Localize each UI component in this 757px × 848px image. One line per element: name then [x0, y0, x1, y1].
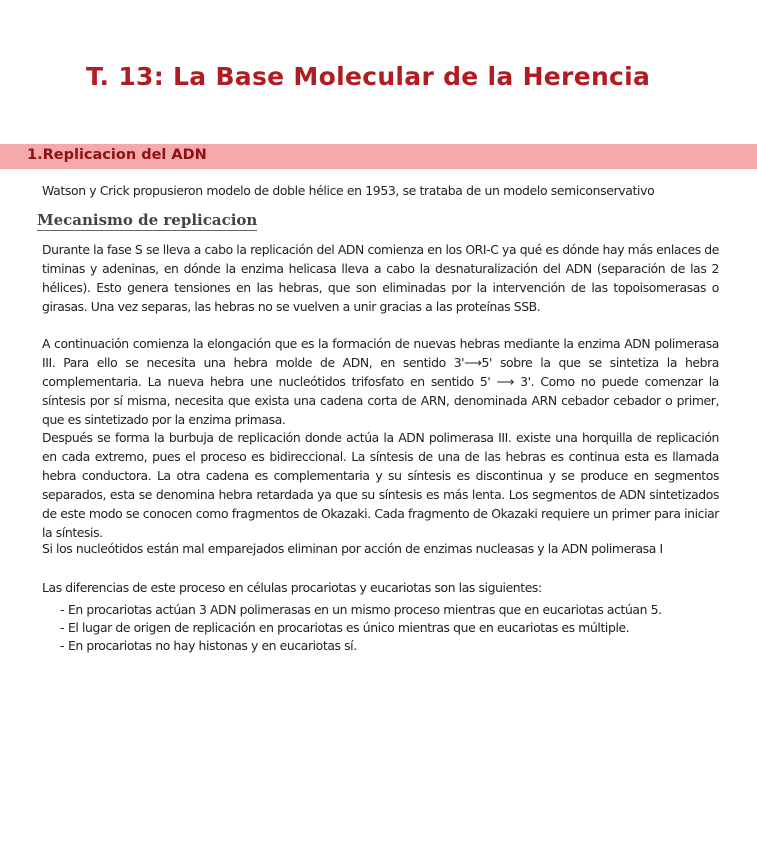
difference-text: En procariotas actúan 3 ADN polimerasas en un mismo proceso mientras que en eucariotas actúan 5. — [68, 602, 662, 617]
paragraph-diferencias-intro: Las diferencias de este proceso en células procariotas y eucariotas son las siguientes: — [42, 580, 542, 595]
intro-paragraph: Watson y Crick propusieron modelo de doble hélice en 1953, se trataba de un modelo semiconservativo — [42, 183, 655, 198]
paragraph-burbuja-replicacion: Después se forma la burbuja de replicación donde actúa la ADN polimerasa III. existe una horquilla de replicación en cada extremo, pues el proceso es bidireccional. La síntesis de una de las hebras es continua esta es llamada hebra conductora. La otra cadena es complementaria y su síntesis es discontinua y se produce en segmentos separados, esta se denomina hebra retardada ya que su síntesis es más lenta. Los segmentos de ADN sintetizados de este modo se conocen como fragmentos de Okazaki. Cada fragmento de Okazaki requiere un primer para iniciar la síntesis. — [42, 430, 719, 540]
section-heading: 1.Replicacion del ADN — [27, 147, 207, 163]
list-item — [60, 619, 662, 637]
page-title: T. 13: La Base Molecular de la Herencia — [86, 62, 651, 91]
paragraph-nucleotidos-mal-emparejados: Si los nucleótidos están mal emparejados eliminan por acción de enzimas nucleasas y la ADN polimerasa I — [42, 541, 663, 556]
paragraph-elongacion: A continuación comienza la elongación que es la formación de nuevas hebras mediante la enzima ADN polimerasa III. Para ello se necesita una hebra molde de ADN, en sentido 3'⟶5' sobre la que se sintetiza la hebra complementaria. La nueva hebra une nucleótidos trifosfato en sentido 5' ⟶ 3'. Como no puede comenzar la síntesis por sí misma, necesita que exista una cadena corta de ARN, denominada ARN cebador cebador o primer, que es sintetizado por la enzima primasa. — [42, 336, 719, 427]
bullet-dash: - — [60, 602, 65, 617]
section-band — [0, 144, 757, 169]
paragraph-fase-s: Durante la fase S se lleva a cabo la replicación del ADN comienza en los ORI-C ya qué es dónde hay más enlaces de timinas y adeninas, en dónde la enzima helicasa lleva a cabo la desnaturalización del ADN (separación de las 2 hélices). Esto genera tensiones en las hebras, que son eliminadas por la intervención de las topoisomerasas o girasas. Una vez separas, las hebras no se vuelven a unir gracias a las proteínas SSB. — [42, 242, 719, 314]
difference-text: El lugar de origen de replicación en procariotas es único mientras que en eucariotas es múltiple. — [68, 620, 630, 635]
subsection-heading: Mecanismo de replicacion — [37, 211, 258, 229]
list-item — [60, 637, 662, 655]
bullet-dash: - — [60, 620, 65, 635]
bullet-dash: - — [60, 638, 65, 653]
difference-text: En procariotas no hay histonas y en eucariotas sí. — [68, 638, 357, 653]
differences-list — [60, 601, 662, 655]
list-item — [60, 601, 662, 619]
